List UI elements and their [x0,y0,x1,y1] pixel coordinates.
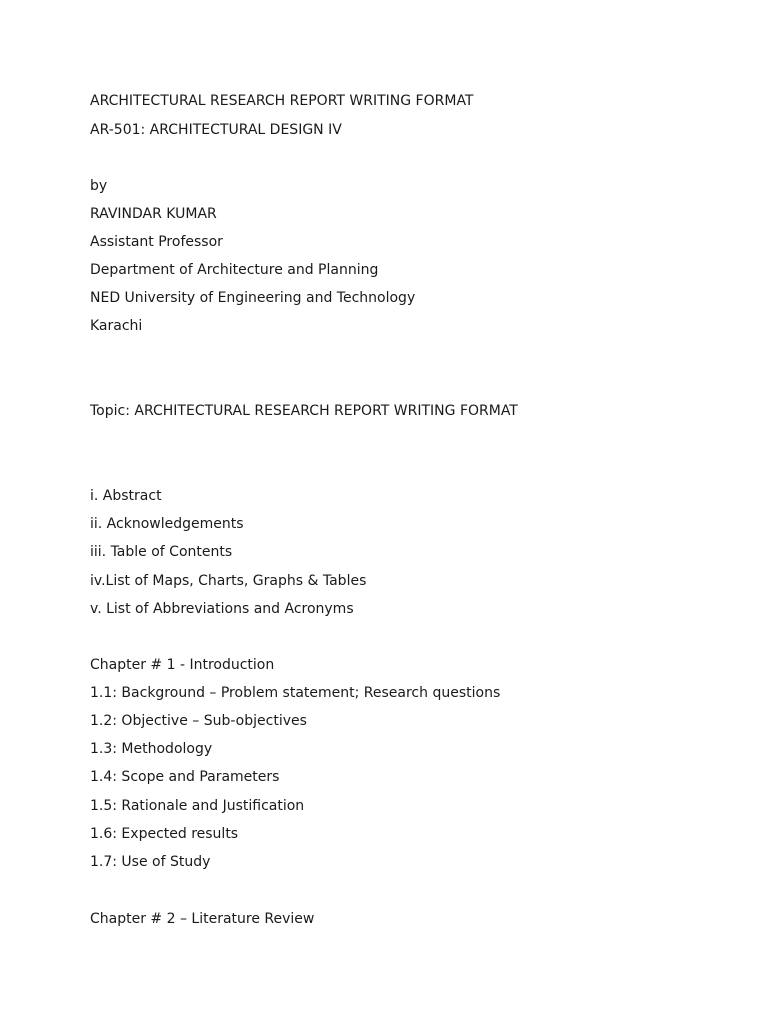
author-name: RAVINDAR KUMAR [90,206,217,222]
chapter-1-item: 1.5: Rationale and Justification [90,798,305,814]
front-matter-item: i. Abstract [90,488,162,504]
author-city: Karachi [90,318,143,334]
author-department: Department of Architecture and Planning [90,262,379,278]
front-matter-item: iii. Table of Contents [90,544,233,560]
chapter-1-item: 1.3: Methodology [90,741,213,757]
author-position: Assistant Professor [90,234,223,250]
chapter-2-heading: Chapter # 2 – Literature Review [90,911,315,927]
front-matter-item: ii. Acknowledgements [90,516,244,532]
chapter-1-item: 1.2: Objective – Sub-objectives [90,713,307,729]
document-title: ARCHITECTURAL RESEARCH REPORT WRITING FORMAT [90,93,474,109]
author-university: NED University of Engineering and Technology [90,290,416,306]
chapter-1-item: 1.4: Scope and Parameters [90,769,280,785]
chapter-1-item: 1.1: Background – Problem statement; Research questions [90,685,501,701]
chapter-1-item: 1.6: Expected results [90,826,239,842]
front-matter-item: v. List of Abbreviations and Acronyms [90,601,354,617]
topic-line: Topic: ARCHITECTURAL RESEARCH REPORT WRITING FORMAT [90,403,518,419]
chapter-1-item: 1.7: Use of Study [90,854,211,870]
course-code: AR-501: ARCHITECTURAL DESIGN IV [90,122,342,138]
chapter-1-heading: Chapter # 1 - Introduction [90,657,275,673]
front-matter-item: iv.List of Maps, Charts, Graphs & Tables [90,573,367,589]
by-label: by [90,178,108,194]
